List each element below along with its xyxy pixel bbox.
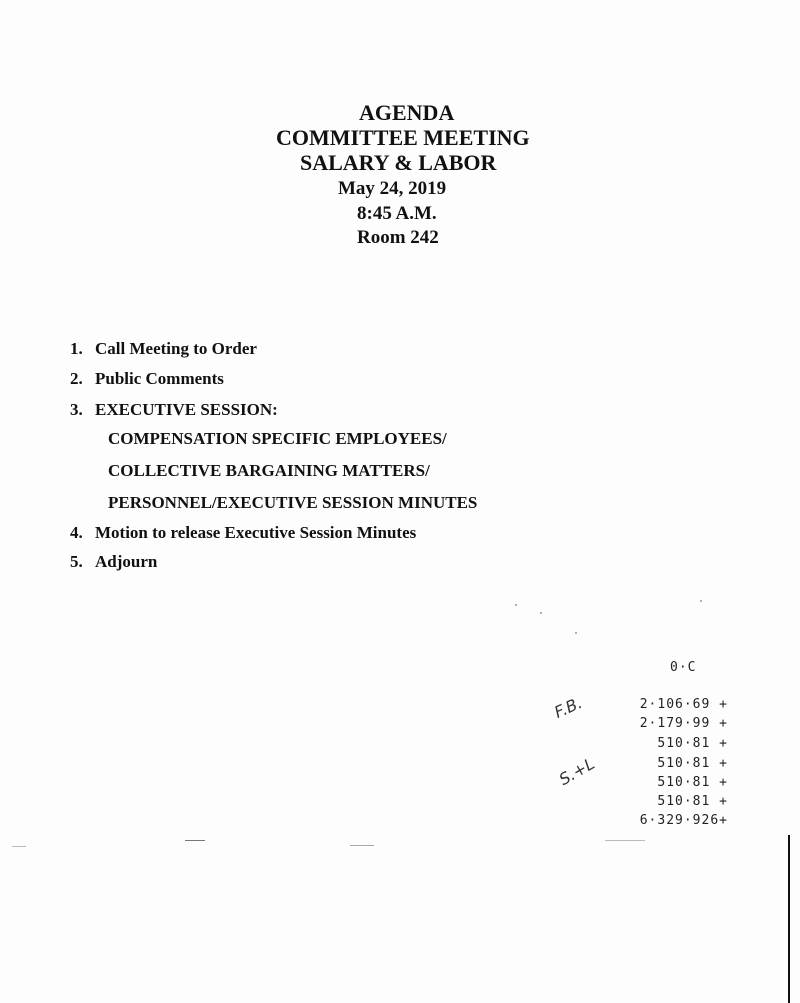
- scan-mark: [605, 840, 645, 841]
- handwritten-note-fb: F.B.: [551, 693, 585, 722]
- agenda-item-4: [70, 523, 416, 543]
- agenda-item-1: [70, 339, 257, 359]
- header-time: 8:45 A.M.: [357, 203, 437, 224]
- agenda-item-number: 2.: [70, 369, 83, 388]
- tape-line: 510·81 +: [657, 756, 728, 771]
- scan-speck: [575, 632, 577, 634]
- agenda-subitem-personnel: PERSONNEL/EXECUTIVE SESSION MINUTES: [108, 493, 478, 512]
- agenda-item-text: Call Meeting to Order: [95, 339, 257, 358]
- agenda-item-text: EXECUTIVE SESSION:: [95, 400, 278, 419]
- agenda-item-5: [70, 552, 157, 572]
- scan-speck: [515, 604, 517, 606]
- agenda-item-number: 5.: [70, 552, 83, 571]
- tape-line: 510·81 +: [657, 794, 728, 809]
- agenda-item-text: Motion to release Executive Session Minutes: [95, 523, 417, 542]
- tape-line: 510·81 +: [657, 775, 728, 790]
- agenda-item-2: [70, 369, 224, 389]
- scan-mark: [185, 840, 205, 841]
- scan-edge-line: [788, 835, 790, 1003]
- agenda-subitem-collective-bargaining: COLLECTIVE BARGAINING MATTERS/: [108, 461, 430, 480]
- agenda-item-3: [70, 400, 278, 420]
- scan-speck: [700, 600, 702, 602]
- agenda-item-text: Adjourn: [95, 552, 158, 571]
- header-committee-name: SALARY & LABOR: [300, 150, 497, 175]
- tape-total: 6·329·926+: [639, 813, 728, 828]
- scan-speck: [540, 612, 542, 614]
- agenda-subitem-compensation: COMPENSATION SPECIFIC EMPLOYEES/: [108, 429, 447, 448]
- agenda-item-number: 4.: [70, 523, 83, 542]
- header-date: May 24, 2019: [338, 178, 447, 199]
- tape-line: 510·81 +: [657, 736, 728, 751]
- header-committee-meeting: COMMITTEE MEETING: [276, 125, 530, 150]
- handwritten-note-sl: S.+L: [555, 753, 598, 790]
- tape-clear-mark: 0·C: [670, 660, 697, 675]
- agenda-item-text: Public Comments: [95, 369, 224, 388]
- scan-mark: [350, 845, 374, 846]
- scan-mark: [12, 846, 26, 847]
- tape-line: 2·179·99 +: [639, 716, 728, 731]
- agenda-item-number: 1.: [70, 339, 83, 358]
- header-agenda-title: AGENDA: [359, 100, 455, 125]
- agenda-item-number: 3.: [70, 400, 83, 419]
- header-room: Room 242: [357, 227, 439, 248]
- tape-line: 2·106·69 +: [639, 697, 728, 712]
